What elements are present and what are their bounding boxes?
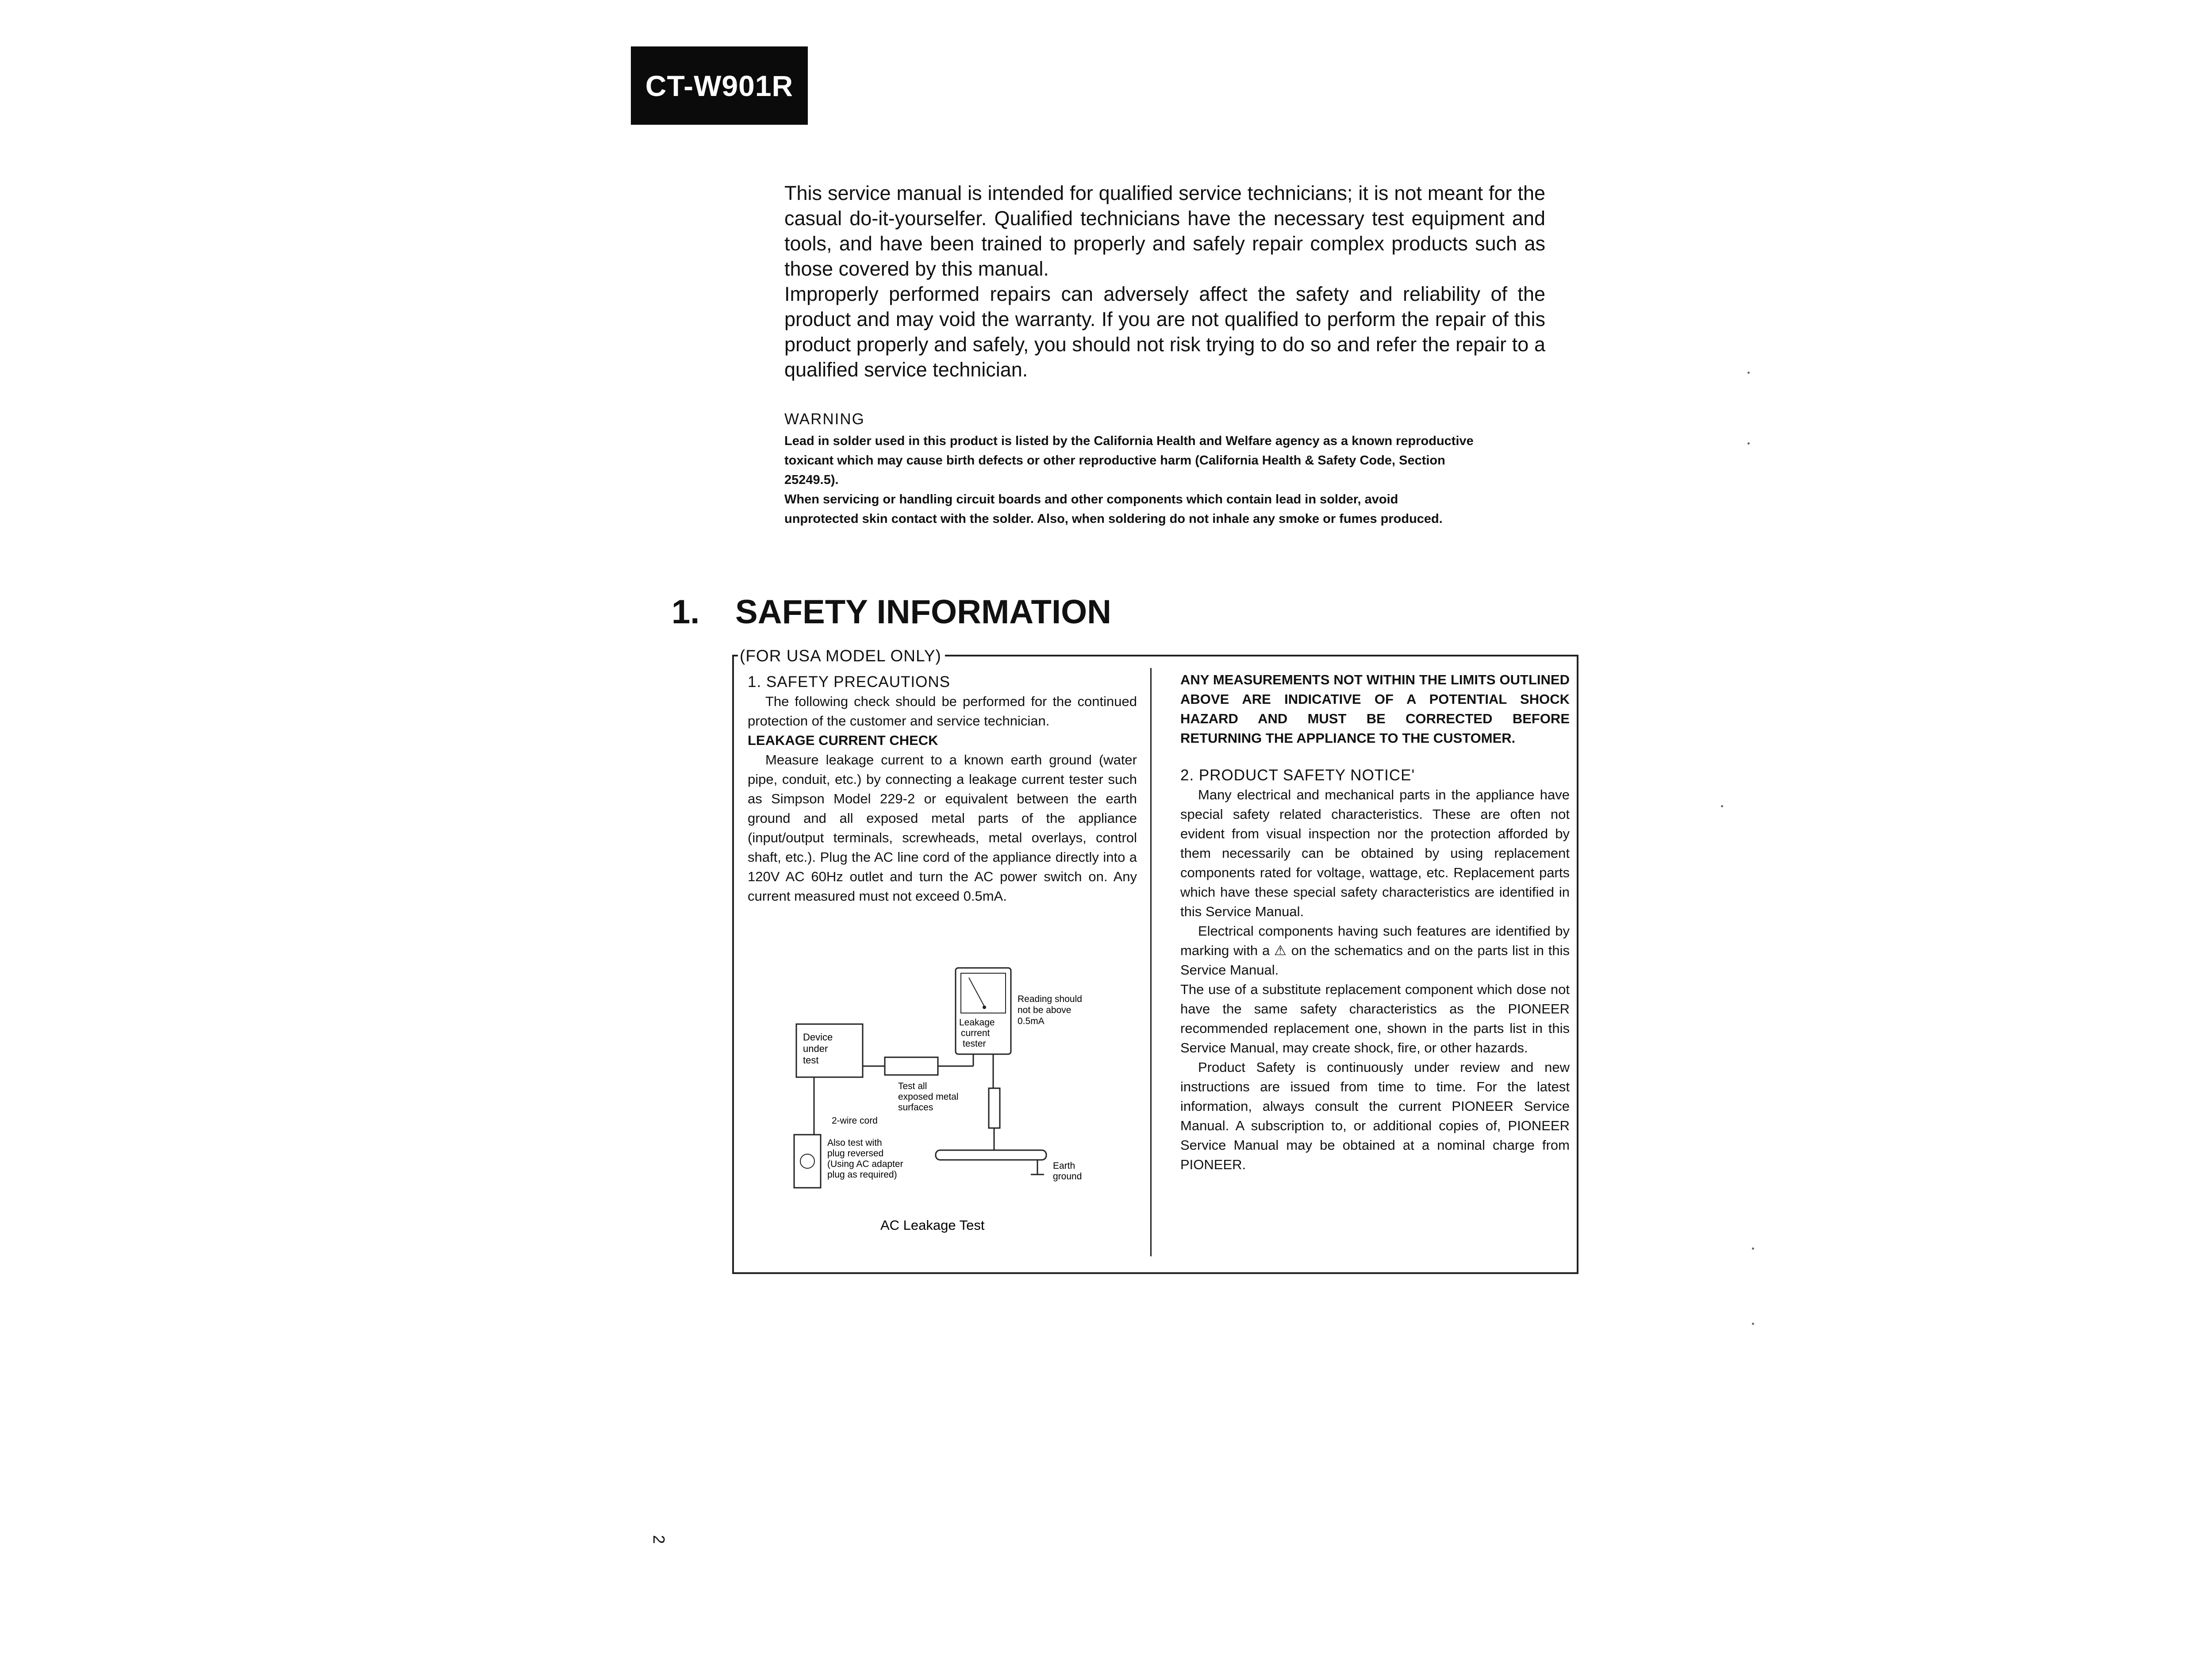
- tester-label-1: Leakage: [959, 1017, 995, 1028]
- wall-outlet: [794, 1135, 821, 1188]
- cord-label: 2-wire cord: [832, 1116, 878, 1126]
- probe-clip: [885, 1057, 938, 1075]
- scan-speck: [1747, 372, 1750, 374]
- column-divider: [1150, 668, 1152, 1256]
- tester-label-2: current: [961, 1028, 990, 1038]
- section-title: SAFETY INFORMATION: [735, 593, 1112, 631]
- scan-speck: [1752, 1247, 1754, 1250]
- scan-speck: [1752, 1323, 1754, 1325]
- meter-needle: [969, 978, 984, 1006]
- measurement-limits-warning: ANY MEASUREMENTS NOT WITHIN THE LIMITS OUTLINED ABOVE ARE INDICATIVE OF A POTENTIAL SHOCK HAZARD AND MUST BE CORRECTED BEFORE RETURNING THE APPLIANCE TO THE CUSTOMER.: [1180, 672, 1570, 746]
- scan-speck: [1747, 442, 1750, 445]
- leakage-check-text: Measure leakage current to a known earth ground (water pipe, conduit, etc.) by connecting a leakage current tester such as Simpson Model 229-2 or equivalent between the earth ground and all exposed metal parts of the appliance (input/output terminals, screwheads, metal overlays, control shaft, etc.). Plug the AC line cord of the appliance directly into a 120V AC 60Hz outlet and turn the AC power switch on. Any current measured must not exceed 0.5mA.: [748, 752, 1137, 904]
- earth-label-2: ground: [1053, 1171, 1082, 1182]
- product-safety-heading: 2. PRODUCT SAFETY NOTICE': [1180, 767, 1415, 784]
- warning-paragraph-1: Lead in solder used in this product is listed by the California Health and Welfare agency as a known reproductive toxicant which may cause birth defects or other reproductive harm (California Health & Safety Code, Section 25249.5).: [784, 434, 1474, 487]
- leakage-check-heading: LEAKAGE CURRENT CHECK: [748, 733, 938, 748]
- safety-precautions-heading: 1. SAFETY PRECAUTIONS: [748, 673, 950, 691]
- product-safety-text-1: Many electrical and mechanical parts in the appliance have special safety related characteristics. These are often not evident from visual inspection nor the protection afforded by them necessarily can be obtained by using replacement components rated for voltage, wattage, etc. Replacement parts which have these special safety characteristics are identified in this Service Manual.: [1180, 787, 1570, 919]
- left-column: [748, 672, 1137, 906]
- device-label-1: Device: [803, 1032, 833, 1043]
- test-label-3: surfaces: [898, 1102, 933, 1113]
- section-number: 1.: [672, 593, 700, 631]
- diagram-caption: AC Leakage Test: [880, 1217, 985, 1233]
- ac-leakage-test-diagram: [787, 964, 1133, 1239]
- also-label-4: plug as required): [827, 1170, 897, 1180]
- outlet-socket: [800, 1154, 814, 1168]
- device-label-2: under: [803, 1043, 828, 1054]
- scan-speck: [1721, 805, 1723, 807]
- model-number: CT-W901R: [645, 69, 794, 102]
- ground-probe: [989, 1088, 1000, 1128]
- warning-body: [784, 431, 1475, 529]
- product-safety-text-4: Product Safety is continuously under review and new instructions are issued from time to time. For the latest information, always consult the current PIONEER Service Manual. A subscription to, or additional copies of, PIONEER Service Manual may be obtained at a nominal charge from PIONEER.: [1180, 1059, 1570, 1172]
- intro-paragraph-2: Improperly performed repairs can adversely affect the safety and reliability of the product and may void the warranty. If you are not qualified to perform the repair of this product properly and safely, you should not risk trying to do so and refer the repair to a qualified service technician.: [784, 283, 1545, 381]
- test-label-1: Test all: [898, 1081, 927, 1091]
- earth-pipe: [936, 1150, 1046, 1160]
- reading-label-2: not be above: [1018, 1005, 1071, 1015]
- intro-paragraph-1: This service manual is intended for qualified service technicians; it is not meant for the casual do-it-yourselfer. Qualified technicians have the necessary test equipment and tools, and have been trained to properly and safely repair complex products such as those covered by this manual.: [784, 182, 1545, 280]
- usa-model-legend: (FOR USA MODEL ONLY): [738, 647, 945, 665]
- earth-label-1: Earth: [1053, 1161, 1075, 1171]
- page-number: 2: [650, 1535, 668, 1544]
- product-safety-text-2: Electrical components having such features are identified by marking with a ⚠ on the schematics and on the parts list in this Service Manual.: [1180, 923, 1570, 978]
- tester-label-3: tester: [963, 1039, 986, 1049]
- also-label-3: (Using AC adapter: [827, 1159, 903, 1169]
- meter-pivot: [983, 1006, 986, 1009]
- also-label-1: Also test with: [827, 1138, 882, 1148]
- warning-title: WARNING: [784, 411, 865, 428]
- intro-text: [784, 180, 1545, 382]
- product-safety-text-3: The use of a substitute replacement component which dose not have the same safety characteristics as the PIONEER recommended replacement one, shown in the parts list in this Service Manual, may create shock, fire, or other hazards.: [1180, 982, 1570, 1055]
- right-column: [1180, 670, 1570, 1174]
- warning-paragraph-2: When servicing or handling circuit boards and other components which contain lead in solder, avoid unprotected skin contact with the solder. Also, when soldering do not inhale any smoke or fumes produced.: [784, 492, 1443, 526]
- device-label-3: test: [803, 1055, 819, 1066]
- safety-precautions-text: The following check should be performed for the continued protection of the customer and service technician.: [748, 694, 1137, 729]
- reading-label-1: Reading should: [1018, 994, 1082, 1004]
- test-label-2: exposed metal: [898, 1092, 959, 1102]
- model-badge: [631, 46, 808, 125]
- reading-label-3: 0.5mA: [1018, 1016, 1045, 1026]
- also-label-2: plug reversed: [827, 1148, 884, 1159]
